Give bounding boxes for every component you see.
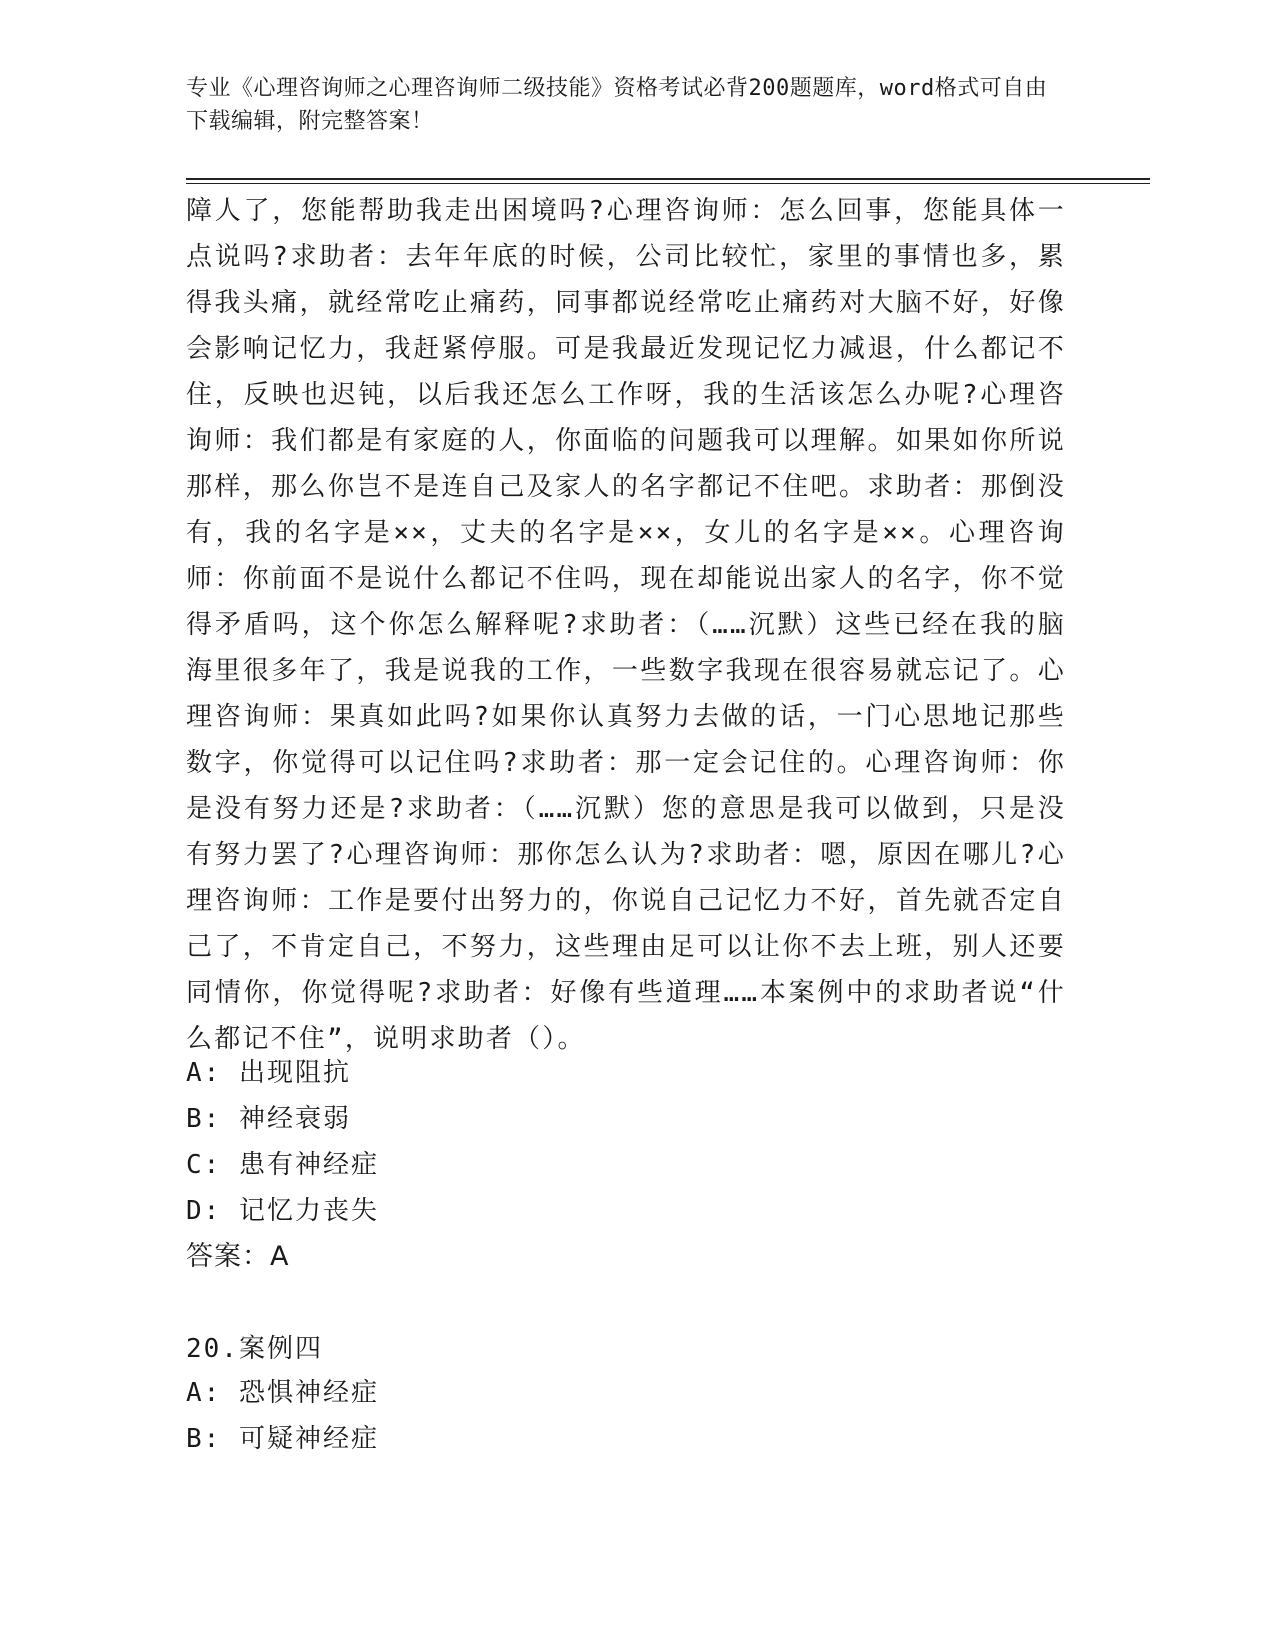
option-a: A: 出现阻抗 bbox=[186, 1058, 351, 1088]
document-header bbox=[186, 72, 1066, 138]
header-divider-thin bbox=[186, 183, 1150, 184]
option-b: B: 神经衰弱 bbox=[186, 1104, 351, 1134]
question-20-options bbox=[186, 1370, 1066, 1462]
question-19-options bbox=[186, 1050, 1066, 1234]
option-d: D: 记忆力丧失 bbox=[186, 1196, 379, 1226]
option-a: A: 恐惧神经症 bbox=[186, 1378, 379, 1408]
question-20-title: 20.案例四 bbox=[186, 1334, 323, 1364]
header-divider-thick bbox=[186, 178, 1150, 180]
document-title: 专业《心理咨询师之心理咨询师二级技能》资格考试必背200题题库，word格式可自由下载编辑，附完整答案！ bbox=[186, 76, 1048, 134]
option-b: B: 可疑神经症 bbox=[186, 1424, 379, 1454]
question-19-answer: 答案：A bbox=[186, 1241, 290, 1272]
option-c: C: 患有神经症 bbox=[186, 1150, 379, 1180]
question-19-stem: 障人了，您能帮助我走出困境吗?心理咨询师：怎么回事，您能具体一点说吗?求助者：去年年底的时候，公司比较忙，家里的事情也多，累得我头痛，就经常吃止痛药，同事都说经常吃止痛药对大脑不好，好像会影响记忆力，我赶紧停服。可是我最近发现记忆力减退，什么都记不住，反映也迟钝，以后我还怎么工作呀，我的生活该怎么办呢?心理咨询师：我们都是有家庭的人，你面临的问题我可以理解。如果如你所说那样，那么你岂不是连自己及家人的名字都记不住吧。求助者：那倒没有，我的名字是××，丈夫的名字是××，女儿的名字是××。心理咨询师：你前面不是说什么都记不住吗，现在却能说出家人的名字，你不觉得矛盾吗，这个你怎么解释呢?求助者：（……沉默）这些已经在我的脑海里很多年了，我是说我的工作，一些数字我现在很容易就忘记了。心理咨询师：果真如此吗?如果你认真努力去做的话，一门心思地记那些数字，你觉得可以记住吗?求助者：那一定会记住的。心理咨询师：你是没有努力还是?求助者：（……沉默）您的意思是我可以做到，只是没有努力罢了?心理咨询师：那你怎么认为?求助者：嗯，原因在哪儿?心理咨询师：工作是要付出努力的，你说自己记忆力不好，首先就否定自己了，不肯定自己，不努力，这些理由足可以让你不去上班，别人还要同情你，你觉得呢?求助者：好像有些道理……本案例中的求助者说“什么都记不住”，说明求助者（）。 bbox=[186, 196, 1066, 1054]
